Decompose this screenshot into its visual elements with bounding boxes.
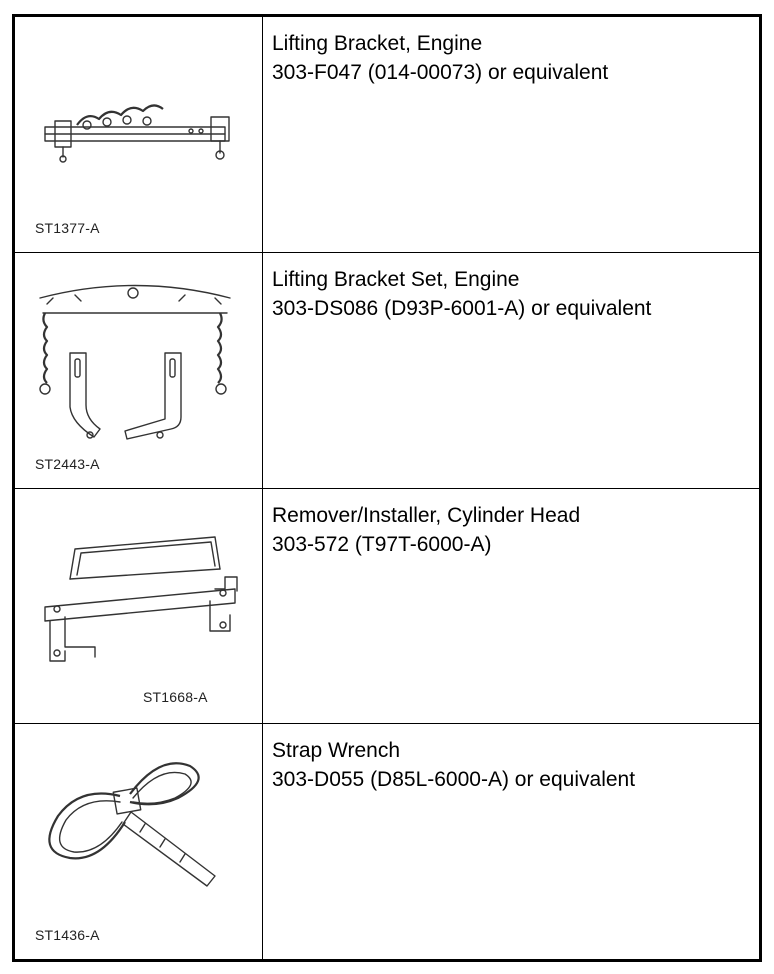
tool-name: Remover/Installer, Cylinder Head	[272, 503, 581, 527]
tool-illustration-cell	[15, 253, 263, 488]
lifting-bracket-set-icon	[15, 253, 263, 488]
tool-illustration-cell	[15, 17, 263, 252]
tool-description	[263, 724, 759, 959]
tool-illustration-cell	[15, 489, 263, 724]
tool-description	[263, 253, 759, 488]
tool-part-number: 303-F047 (014-00073) or equivalent	[272, 61, 609, 84]
figure-code: ST2443-A	[35, 455, 100, 472]
cylinder-head-remover-icon	[15, 489, 263, 724]
tool-row	[15, 253, 759, 489]
tool-description	[263, 17, 759, 252]
tool-row	[15, 724, 759, 959]
figure-code: ST1377-A	[35, 219, 100, 236]
tool-name: Lifting Bracket Set, Engine	[272, 267, 520, 291]
engine-lifting-bracket-icon	[15, 17, 263, 252]
tool-part-number: 303-D055 (D85L-6000-A) or equivalent	[272, 768, 636, 792]
tool-part-number: 303-572 (T97T-6000-A)	[272, 532, 492, 556]
tool-description	[263, 489, 759, 724]
tool-row	[15, 489, 759, 725]
figure-code: ST1436-A	[35, 927, 100, 943]
tool-row	[15, 17, 759, 253]
tool-name: Strap Wrench	[272, 739, 400, 763]
strap-wrench-icon	[15, 724, 263, 959]
tool-name: Lifting Bracket, Engine	[272, 32, 483, 55]
tool-part-number: 303-DS086 (D93P-6001-A) or equivalent	[272, 296, 652, 320]
figure-code: ST1668-A	[143, 689, 208, 706]
special-tools-table	[12, 14, 762, 962]
tool-illustration-cell	[15, 724, 263, 959]
